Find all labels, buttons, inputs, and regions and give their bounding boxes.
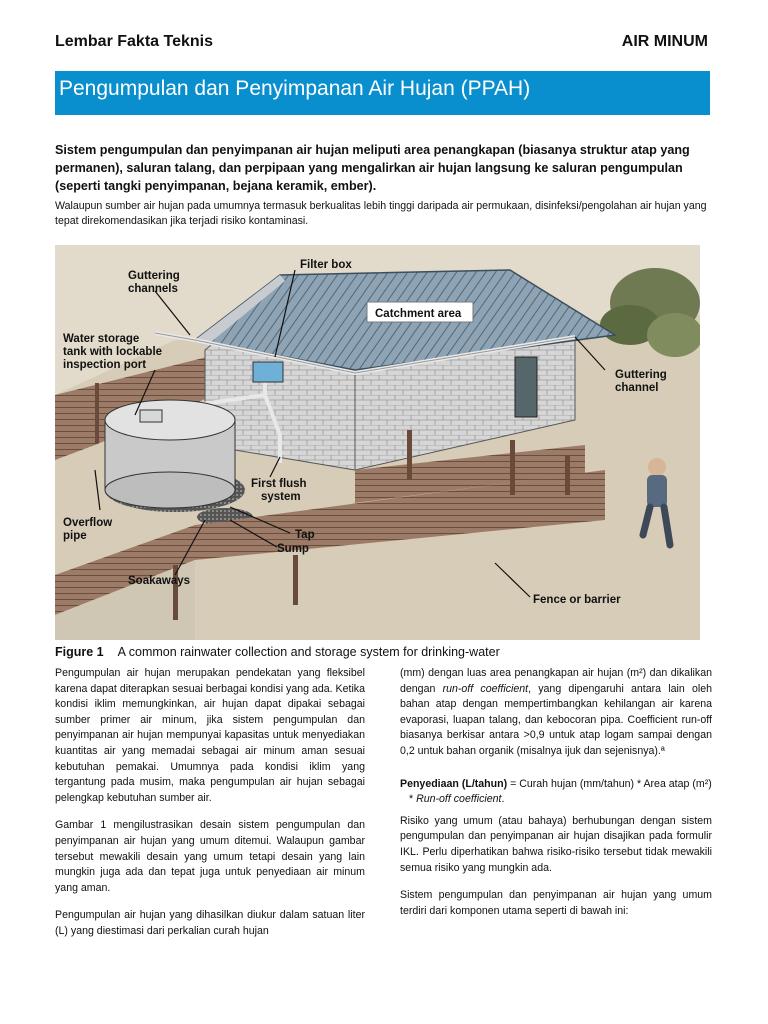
text-run: (mm) dengan luas area penangkapan air hujan (m²) dan dikalikan dengan — [400, 667, 712, 695]
category-label: AIR MINUM — [621, 33, 708, 50]
body-paragraph: Gambar 1 mengilustrasikan desain sistem pengumpulan dan penyimpanan air hujan yang umum ditemui. Walaupun gambar tersebut mewakili desain yang umum tetapi desain yang lain mungkin juga ada dan tepat juga untuk penyediaan air minum yang aman. — [55, 819, 365, 894]
filter-box — [253, 362, 283, 382]
right-column — [400, 666, 712, 931]
text-run: . — [501, 793, 505, 806]
body-paragraph: Pengumpulan air hujan yang dihasilkan diukur dalam satuan liter (L) yang diestimasi dari perkalian curah hujan — [55, 909, 365, 937]
intro-bold-paragraph: Sistem pengumpulan dan penyimpanan air hujan meliputi area penangkapan (biasanya struktur atap yang permanen), saluran talang, dan perpipaan yang mengalirkan air hujan langsung ke saluran pengumpulan (seperti tangki penyimpanan, bejana keramik, ember). — [55, 143, 690, 193]
label-guttering-channel-1: Guttering — [615, 369, 667, 381]
label-first-flush-2: system — [261, 491, 301, 503]
figure-illustration — [55, 245, 700, 640]
body-paragraph: Risiko yang umum (atau bahaya) berhubungan dengan sistem pengumpulan dan penyimpanan air hujan disajikan pada formulir IKL. Perlu diperhatikan bahwa risiko-risiko tersebut tidak mewakili semua risiko yang mungkin ada. — [400, 814, 712, 874]
text-run-italic: run-off coefficient — [442, 682, 529, 695]
label-tank-1: Water storage — [63, 333, 140, 345]
label-fence: Fence or barrier — [533, 594, 621, 606]
doc-type-label: Lembar Fakta Teknis — [55, 33, 213, 50]
formula-label: Penyediaan (L/tahun) — [400, 777, 508, 790]
left-column — [55, 666, 365, 952]
body-paragraph: Pengumpulan air hujan merupakan pendekatan yang fleksibel karena dapat diterapkan sesuai berbagai kondisi yang ada. Ketika kondisi iklim memungkinkan, air hujan dapat dipakai sebagai sumber primer air minum, jika sistem pengumpulan dan penyimpanan air hujan mempunyai kapasitas untuk menyediakan kuantitas air yang memadai sebagai air minum aman sesuai kebutuhan pemakai. Umumnya pada kondisi iklim yang tergantung pada musim, maka pengumpulan air hujan sebagai pelengkap kebutuhan sumber air. — [55, 667, 365, 804]
label-sump: Sump — [277, 543, 309, 555]
label-tank-2: tank with lockable — [63, 346, 163, 358]
intro-paragraph: Walaupun sumber air hujan pada umumnya termasuk berkualitas lebih tinggi daripada air permukaan, disinfeksi/pengolahan air hujan yang tepat direkomendasikan jika terjadi risiko kontaminasi. — [55, 200, 707, 227]
label-guttering-channels-1: Guttering — [128, 270, 180, 282]
label-guttering-channels-2: channels — [128, 283, 178, 295]
text-run: = Curah hujan (mm/tahun) * Area atap (m²) * — [409, 777, 712, 806]
figure-caption — [55, 645, 500, 659]
figure-caption-text: A common rainwater collection and storage system for drinking-water — [117, 645, 500, 659]
text-run: , yang dipengaruhi antara lain oleh bahan atap dengan mempertimbangkan kehilangan air karena evaporasi, luapan talang, dan kebocoran pipa. Coefficient run-off biasanya berkisar antara >0,9 untuk atap logam sampai dengan 0,2 untuk bahan organik (misalnya ijuk dan sejenisnya).ª — [400, 682, 712, 757]
supply-formula — [400, 777, 712, 808]
label-overflow-1: Overflow — [63, 517, 113, 529]
title-bar — [55, 71, 710, 115]
label-catchment-area: Catchment area — [375, 308, 462, 320]
water-storage-tank — [105, 400, 245, 512]
body-paragraph: Sistem pengumpulan dan penyimpanan air hujan yang umum terdiri dari komponen utama seperti di bawah ini: — [400, 889, 712, 917]
label-overflow-2: pipe — [63, 530, 87, 542]
label-first-flush-1: First flush — [251, 478, 307, 490]
label-tap: Tap — [295, 529, 315, 541]
body-paragraph — [400, 666, 712, 760]
label-tank-3: inspection port — [63, 359, 147, 371]
text-run-italic: Run-off coefficient — [416, 793, 502, 806]
label-soakaways: Soakaways — [128, 575, 191, 587]
figure-caption-label: Figure 1 — [55, 645, 104, 659]
label-guttering-channel-2: channel — [615, 382, 659, 394]
page-title: Pengumpulan dan Penyimpanan Air Hujan (PPAH) — [59, 77, 531, 100]
label-filter-box: Filter box — [300, 259, 352, 271]
